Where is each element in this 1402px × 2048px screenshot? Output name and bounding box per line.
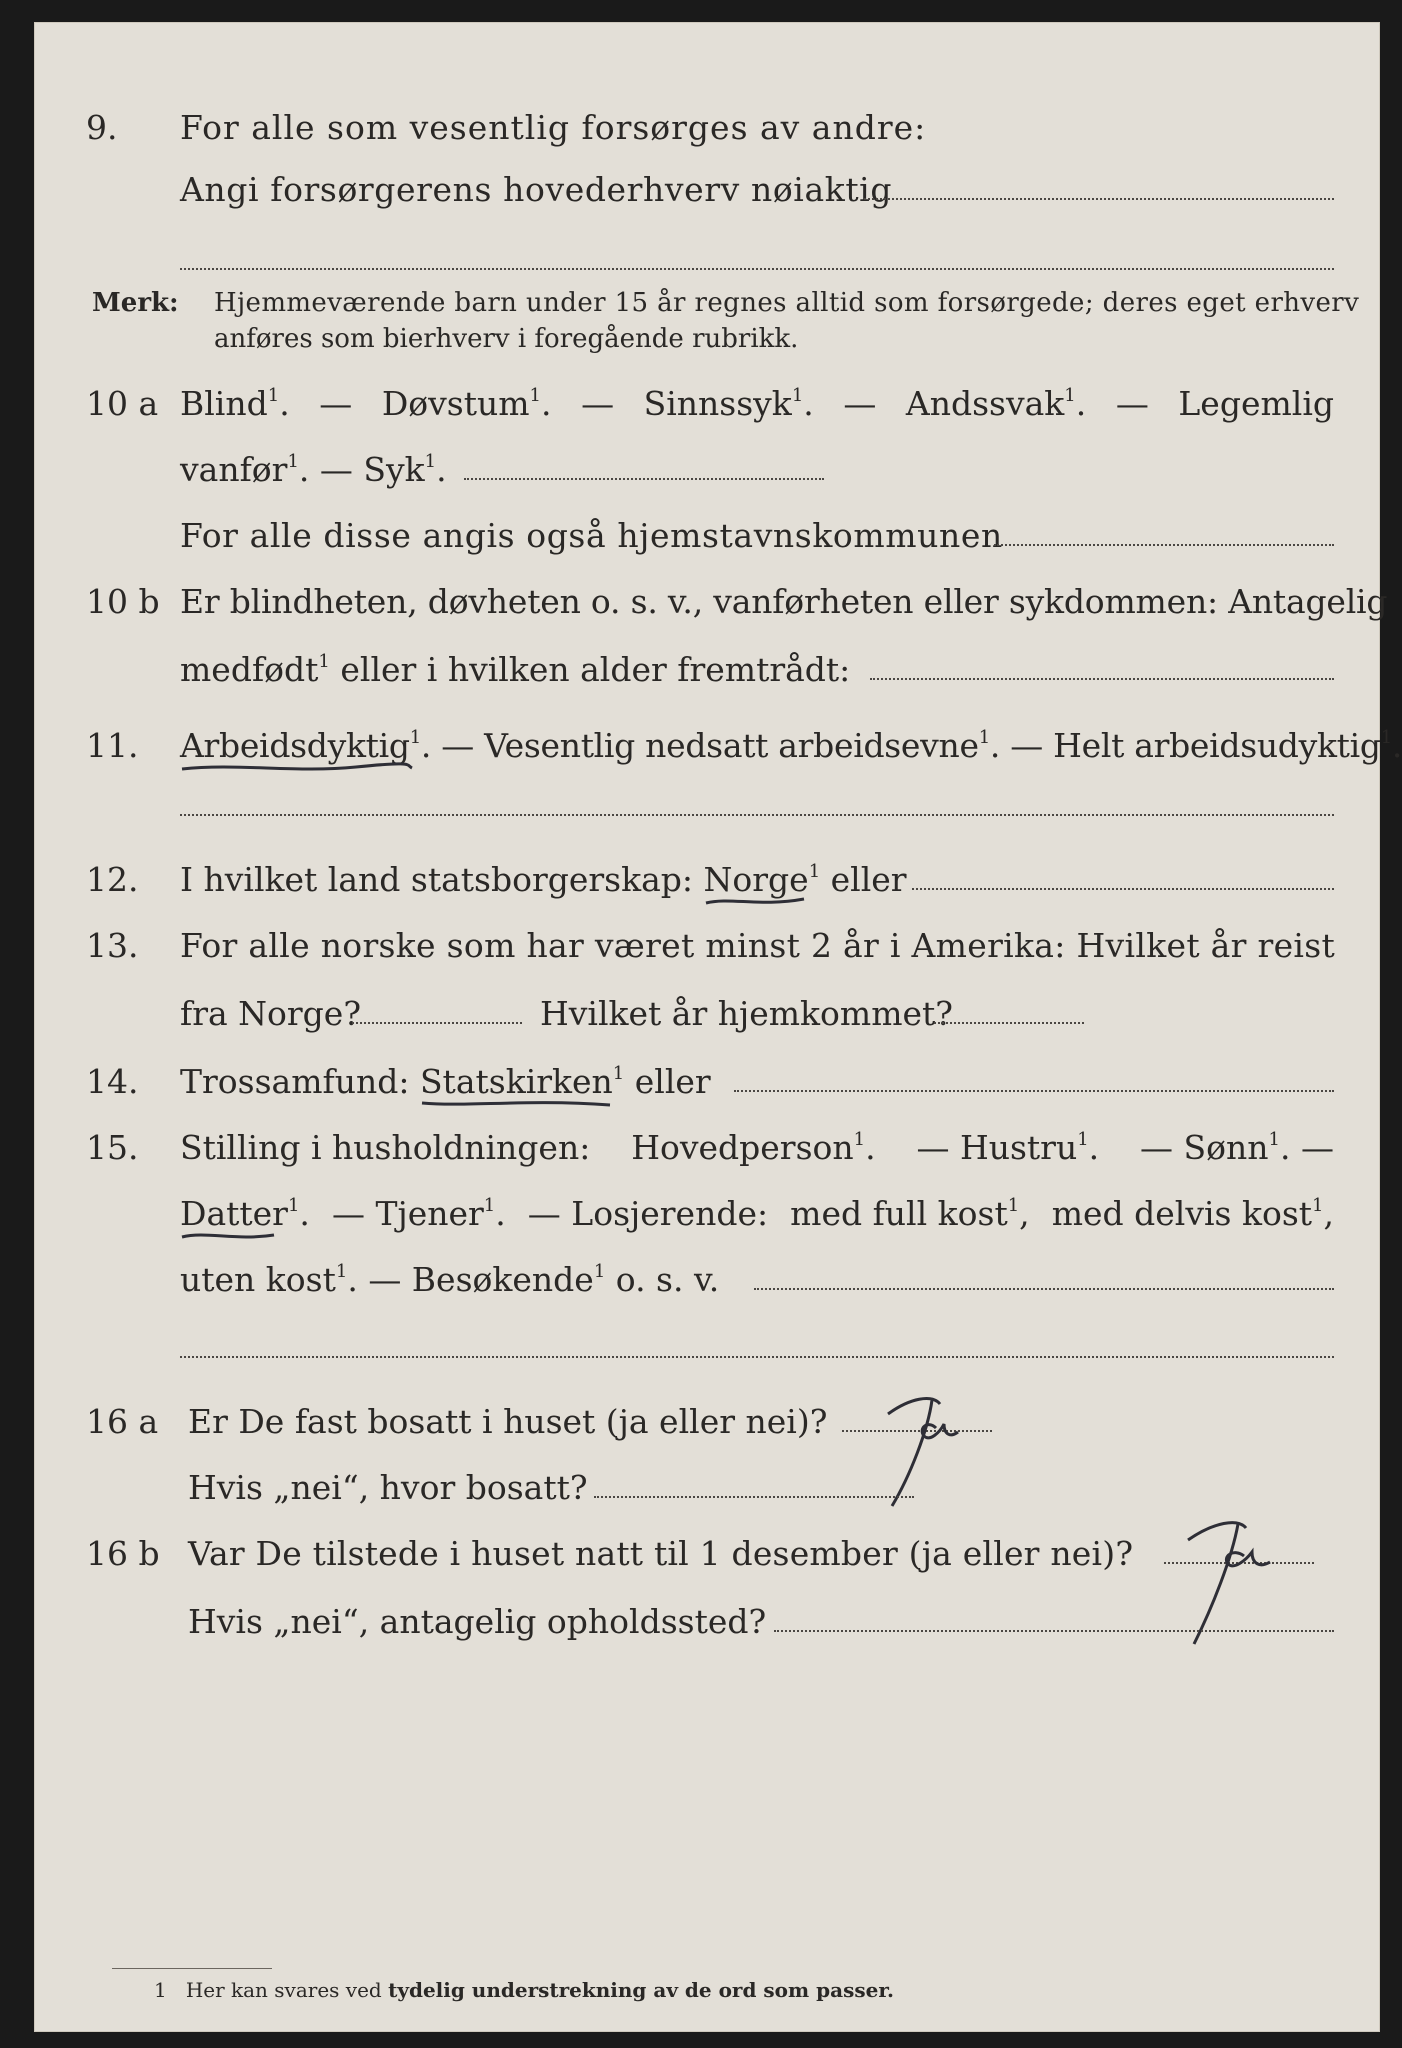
option-tjener: — Tjener$^1$. xyxy=(331,1194,506,1233)
census-form-page xyxy=(34,22,1402,2032)
option-vanfor: vanfør$^1$. xyxy=(180,450,310,489)
item-10a-hjemstavn-line[interactable] xyxy=(994,544,1334,546)
option-norge-underlined: Norge xyxy=(704,860,809,899)
item-16b-number: 16 b xyxy=(86,1534,160,1573)
item-10a-line-3: For alle disse angis også hjemstavnskommunen xyxy=(180,516,1003,555)
item-16a-number: 16 a xyxy=(86,1402,159,1441)
item-9-question: For alle som vesentlig forsørges av andre: xyxy=(180,108,927,147)
option-sonn: — Sønn$^1$. — xyxy=(1140,1128,1334,1167)
item-10b-line-1: Er blindheten, døvheten o. s. v., vanførheten eller sykdommen: Antagelig xyxy=(180,582,1388,621)
merk-label: Merk: xyxy=(92,288,179,318)
item-10a-number: 10 a xyxy=(86,384,159,423)
merk-line-2: anføres som bierhverv i foregående rubrikk. xyxy=(214,324,799,354)
item-10b-line-2: medfødt$^1$ eller i hvilken alder fremtrådt: xyxy=(180,650,851,689)
item-9-answer-line-2[interactable] xyxy=(180,268,1334,270)
item-9-number: 9. xyxy=(86,108,118,147)
item-13-fra-norge: fra Norge? xyxy=(180,994,362,1033)
option-statskirken-underlined: Statskirken xyxy=(420,1062,613,1101)
item-13-reist-line[interactable] xyxy=(352,1022,522,1024)
item-11-line: Arbeidsdyktig$^1$. — Vesentlig nedsatt arbeidsevne$^1$. — Helt arbeidsudyktig$^1$. xyxy=(180,726,1402,765)
handwritten-underline-icon xyxy=(700,893,810,909)
footnote-rule xyxy=(112,1968,272,1969)
item-14-line: Trossamfund: Statskirken $^1$ eller xyxy=(180,1062,711,1101)
item-10a-line-1: Blind$^1$. — Døvstum$^1$. — Sinnssyk$^1$. — Andssvak$^1$. — Legemlig xyxy=(180,384,1334,423)
option-delvis-kost: med delvis kost$^1$, xyxy=(1051,1194,1334,1233)
item-15-line-2: Datter$^1$. — Tjener$^1$. — Losjerende: med full kost$^1$, med delvis kost$^1$, xyxy=(180,1194,1334,1233)
option-andssvak: Andssvak$^1$. xyxy=(905,384,1087,423)
option-full-kost: med full kost$^1$, xyxy=(790,1194,1030,1233)
item-15-line-1: Stilling i husholdningen: Hovedperson$^1$. — Hustru$^1$. — Sønn$^1$. — xyxy=(180,1128,1334,1167)
option-sinnssyk: Sinnssyk$^1$. xyxy=(643,384,814,423)
option-hustru: — Hustru$^1$. xyxy=(916,1128,1100,1167)
item-16b-question: Var De tilstede i huset natt til 1 desember (ja eller nei)? xyxy=(188,1534,1134,1573)
item-10a-answer-line[interactable] xyxy=(464,478,824,480)
handwritten-underline-icon xyxy=(176,759,416,775)
item-10b-answer-line[interactable] xyxy=(870,678,1334,680)
item-14-answer-line[interactable] xyxy=(734,1090,1334,1092)
item-12-number: 12. xyxy=(86,860,139,899)
item-15-answer-line[interactable] xyxy=(754,1288,1334,1290)
option-legemlig: Legemlig xyxy=(1178,384,1334,423)
item-15-answer-line-2[interactable] xyxy=(180,1356,1334,1358)
item-16a-handwritten-answer xyxy=(870,1390,980,1522)
item-9-answer-line[interactable] xyxy=(864,198,1334,200)
item-16b-followup-line[interactable] xyxy=(774,1630,1334,1632)
option-besokende: — Besøkende$^1$ xyxy=(368,1260,606,1299)
item-16a-question: Er De fast bosatt i huset (ja eller nei)? xyxy=(188,1402,828,1441)
item-11-answer-line[interactable] xyxy=(180,814,1334,816)
item-9-instruction: Angi forsørgerens hovederhverv nøiaktig xyxy=(180,170,893,209)
item-12-answer-line[interactable] xyxy=(912,888,1334,890)
option-blind: Blind$^1$. xyxy=(180,384,290,423)
option-syk: Syk$^1$. xyxy=(363,450,447,489)
item-11-number: 11. xyxy=(86,726,139,765)
handwritten-underline-icon xyxy=(176,1227,286,1243)
item-10a-line-2: vanfør$^1$. — Syk$^1$. xyxy=(180,450,447,489)
footnote: 1 Her kan svares ved tydelig understrekning av de ord som passer. xyxy=(154,1978,894,2002)
item-13-number: 13. xyxy=(86,926,139,965)
option-hovedperson: Hovedperson$^1$. xyxy=(631,1128,876,1167)
item-10b-number: 10 b xyxy=(86,582,160,621)
option-uten-kost: uten kost$^1$. xyxy=(180,1260,358,1299)
item-13-hjemkommet: Hvilket år hjemkommet? xyxy=(540,994,953,1033)
item-13-line-1: For alle norske som har været minst 2 år i Amerika: Hvilket år reist xyxy=(180,926,1336,965)
option-dovstum: Døvstum$^1$. xyxy=(381,384,552,423)
item-16a-followup-line[interactable] xyxy=(594,1496,914,1498)
item-16b-followup: Hvis „nei“, antagelig opholdssted? xyxy=(188,1602,767,1641)
item-13-hjemkommet-line[interactable] xyxy=(934,1022,1084,1024)
handwritten-underline-icon xyxy=(416,1095,616,1111)
item-16b-handwritten-answer xyxy=(1166,1512,1296,1660)
option-datter-underlined: Datter$^1$. xyxy=(180,1194,310,1233)
item-15-line-3: uten kost$^1$. — Besøkende$^1$ o. s. v. xyxy=(180,1260,720,1299)
item-12-line: I hvilket land statsborgerskap: Norge $^1$ eller xyxy=(180,860,907,899)
item-16a-followup: Hvis „nei“, hvor bosatt? xyxy=(188,1468,588,1507)
merk-line-1: Hjemmeværende barn under 15 år regnes alltid som forsørgede; deres eget erhverv xyxy=(214,288,1360,318)
item-14-number: 14. xyxy=(86,1062,139,1101)
option-arbeidsdyktig-underlined: Arbeidsdyktig$^1$. xyxy=(180,726,431,765)
item-15-number: 15. xyxy=(86,1128,139,1167)
